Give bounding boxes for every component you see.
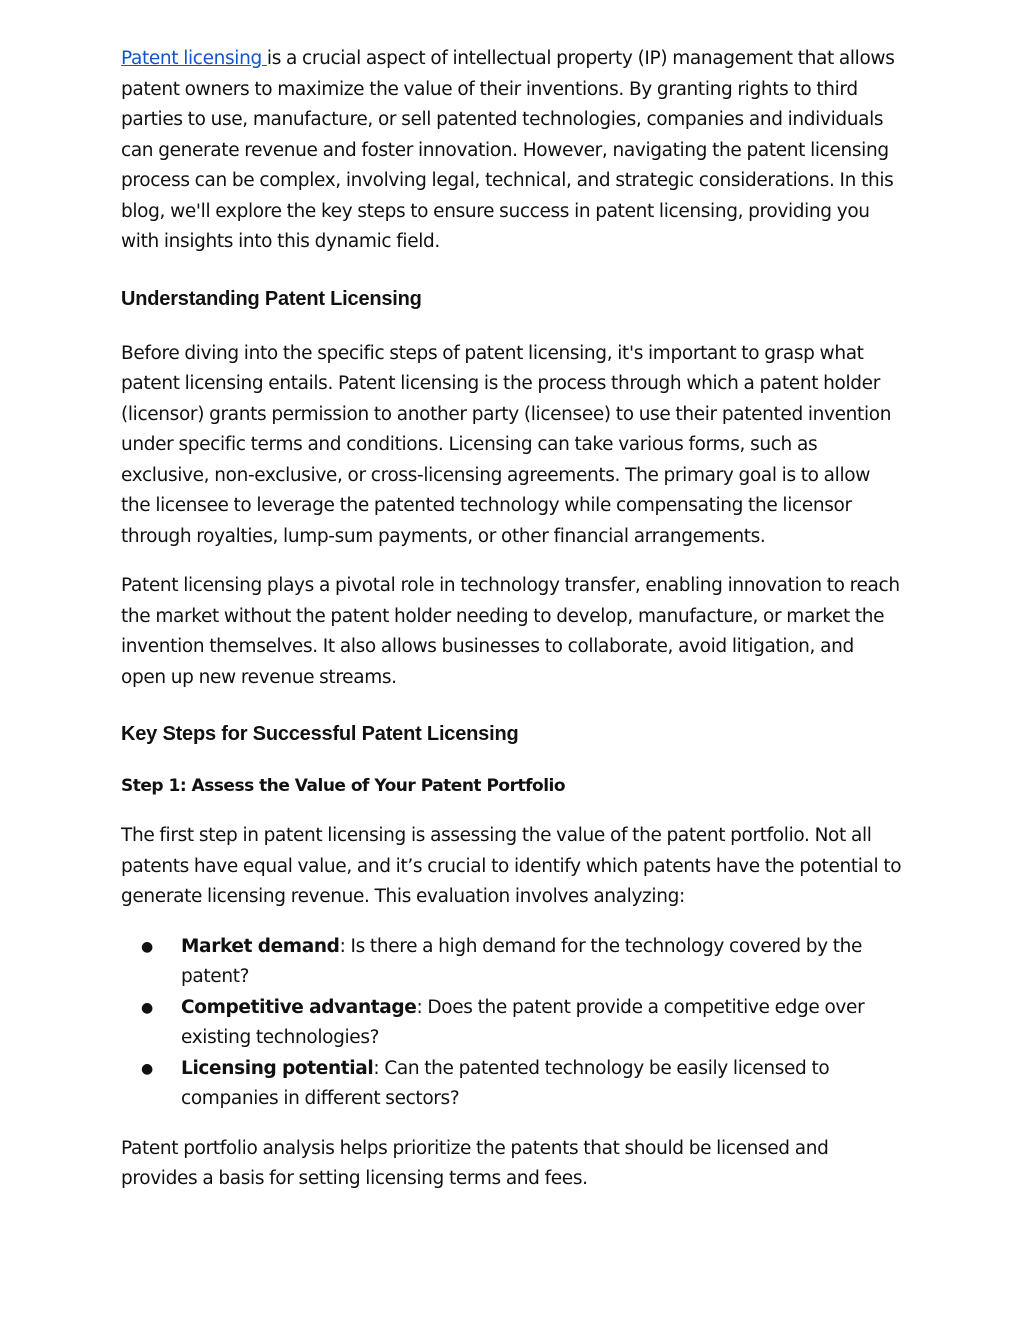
bullet-term: Market demand: [181, 935, 340, 957]
document-page: [121, 44, 903, 1214]
bullet-text: : Is there a high demand for the technology covered by the patent?: [181, 935, 863, 987]
list-item: [121, 1054, 903, 1115]
bullet-icon: ●: [141, 999, 153, 1016]
bullet-icon: ●: [141, 938, 153, 955]
step1-outro: Patent portfolio analysis helps prioritize the patents that should be licensed and provides a basis for setting licensing terms and fees.: [121, 1137, 829, 1189]
bullet-term: Licensing potential: [181, 1057, 374, 1079]
intro-text: is a crucial aspect of intellectual property (IP) management that allows patent owners to maximize the value of their inventions. By granting rights to third parties to use, manufacture, or sell patented technologies, companies and individuals can generate revenue and foster innovation. However, navigating the patent licensing process can be complex, involving legal, technical, and strategic considerations. In this blog, we'll explore the key steps to ensure success in patent licensing, providing you with insights into this dynamic field.: [121, 48, 895, 252]
list-item: [121, 932, 903, 993]
intro-paragraph: [121, 44, 903, 258]
step1-bullet-list: [121, 932, 903, 1115]
step1-intro: The first step in patent licensing is assessing the value of the patent portfolio. Not all patents have equal value, and it’s crucial to identify which patents have the potential to generate licensing revenue. This evaluation involves analyzing:: [121, 825, 902, 907]
list-item: [121, 993, 903, 1054]
patent-licensing-link[interactable]: Patent licensing: [121, 48, 267, 69]
bullet-text: : Can the patented technology be easily licensed to companies in different sectors?: [181, 1057, 830, 1109]
step1-title: Step 1: Assess the Value of Your Patent Portfolio: [121, 776, 566, 796]
bullet-term: Competitive advantage: [181, 996, 417, 1018]
bullet-icon: ●: [141, 1060, 153, 1077]
bullet-text: : Does the patent provide a competitive edge over existing technologies?: [181, 996, 865, 1048]
section-heading-key-steps: Key Steps for Successful Patent Licensing: [121, 723, 519, 745]
section1-paragraph-1: Before diving into the specific steps of patent licensing, it's important to grasp what patent licensing entails. Patent licensing is the process through which a patent holder (licensor) grants permission to another party (licensee) to use their patented invention under specific terms and conditions. Licensing can take various forms, such as exclusive, non-exclusive, or cross-licensing agreements. The primary goal is to allow the licensee to leverage the patented technology while compensating the licensor through royalties, lump-sum payments, or other financial arrangements.: [121, 342, 892, 547]
section1-paragraph-2: Patent licensing plays a pivotal role in technology transfer, enabling innovation to reach the market without the patent holder needing to develop, manufacture, or market the invention themselves. It also allows businesses to collaborate, avoid litigation, and open up new revenue streams.: [121, 575, 900, 688]
section-heading-understanding: Understanding Patent Licensing: [121, 287, 422, 310]
